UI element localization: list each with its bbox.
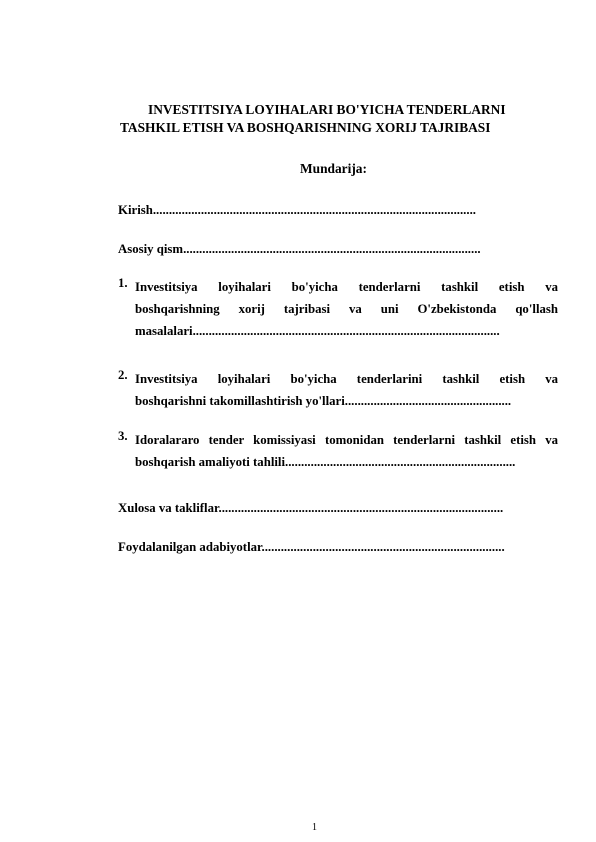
toc-entry-conclusion: Xulosa va takliflar......................................................................................... — [118, 501, 504, 515]
toc-entry-line: masalalari................................................................................................ — [135, 324, 500, 338]
toc-entry-main: Asosiy qism............................................................................................. — [118, 242, 481, 256]
title-line-2: TASHKIL ETISH VA BOSHQARISHNING XORIJ TAJRIBASI — [120, 120, 491, 135]
title-line-1: INVESTITSIYA LOYIHALARI BO'YICHA TENDERLARNI — [148, 102, 506, 117]
toc-entry-line: Investitsiya loyihalari bo'yicha tenderlarni tashkil etish va — [135, 280, 558, 294]
document-title — [110, 101, 530, 137]
toc-entry-line: Investitsiya loyihalari bo'yicha tenderlarini tashkil etish va — [135, 372, 558, 386]
contents-heading: Mundarija: — [300, 161, 367, 176]
toc-entry-number: 1. — [118, 276, 128, 290]
toc-entry-number: 3. — [118, 429, 128, 443]
toc-entry-number: 2. — [118, 368, 128, 382]
toc-entry-line: boshqarishning xorij tajribasi va uni O'zbekistonda qo'llash — [135, 302, 558, 316]
toc-entry-line: boshqarishni takomillashtirish yo'llari.................................................... — [135, 394, 512, 408]
toc-entry-line: boshqarish amaliyoti tahlili........................................................................ — [135, 455, 516, 469]
toc-entry-intro: Kirish..................................................................................................... — [118, 203, 476, 217]
toc-entry-references: Foydalanilgan adabiyotlar............................................................................ — [118, 540, 505, 554]
toc-entry-line: Idoralararo tender komissiyasi tomonidan tenderlarni tashkil etish va — [135, 433, 558, 447]
page-number: 1 — [312, 822, 317, 833]
